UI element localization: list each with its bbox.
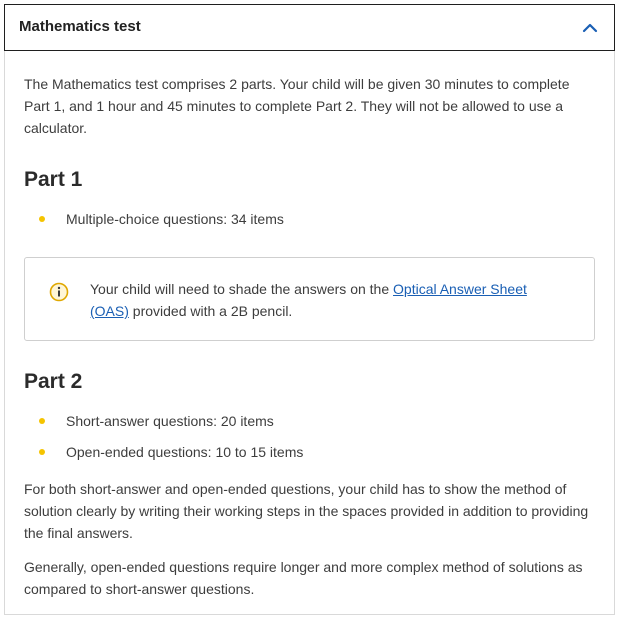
list-item-text: Short-answer questions: 20 items — [66, 413, 274, 429]
info-icon — [49, 282, 69, 302]
note-text — [90, 278, 560, 322]
part2-paragraph-1: For both short-answer and open-ended questions, your child has to show the method of solution clearly by writing their working steps in the spaces provided in addition to providing the final answers. — [24, 481, 589, 541]
chevron-up-icon[interactable] — [582, 20, 598, 36]
info-note — [24, 257, 595, 341]
intro-paragraph: The Mathematics test comprises 2 parts. Your child will be given 30 minutes to complete Part 1, and 1 hour and 45 minutes to complete Part 2. They will not be allowed to use a calculator. — [24, 76, 570, 136]
oas-link[interactable]: Optical Answer Sheet — [393, 281, 527, 297]
bullet-dot-icon — [39, 418, 45, 424]
note-text-before: Your child will need to shade the answers on the — [90, 281, 394, 297]
accordion-mathematics-test — [4, 4, 615, 615]
bullet-dot-icon — [39, 449, 45, 455]
part2-paragraph-2: Generally, open-ended questions require longer and more complex method of solutions as compared to short-answer questions. — [24, 559, 583, 597]
accordion-title: Mathematics test — [19, 18, 141, 35]
list-item-text: Open-ended questions: 10 to 15 items — [66, 444, 304, 460]
bullet-dot-icon — [39, 216, 45, 222]
accordion-panel — [4, 51, 615, 615]
part2-heading: Part 2 — [24, 370, 83, 393]
accordion-header[interactable] — [4, 4, 615, 51]
note-text-after: provided with a 2B pencil. — [128, 303, 293, 319]
part1-heading: Part 1 — [24, 168, 83, 191]
oas-link-abbrev[interactable]: (OAS) — [90, 303, 129, 319]
list-item-text: Multiple-choice questions: 34 items — [66, 211, 284, 227]
